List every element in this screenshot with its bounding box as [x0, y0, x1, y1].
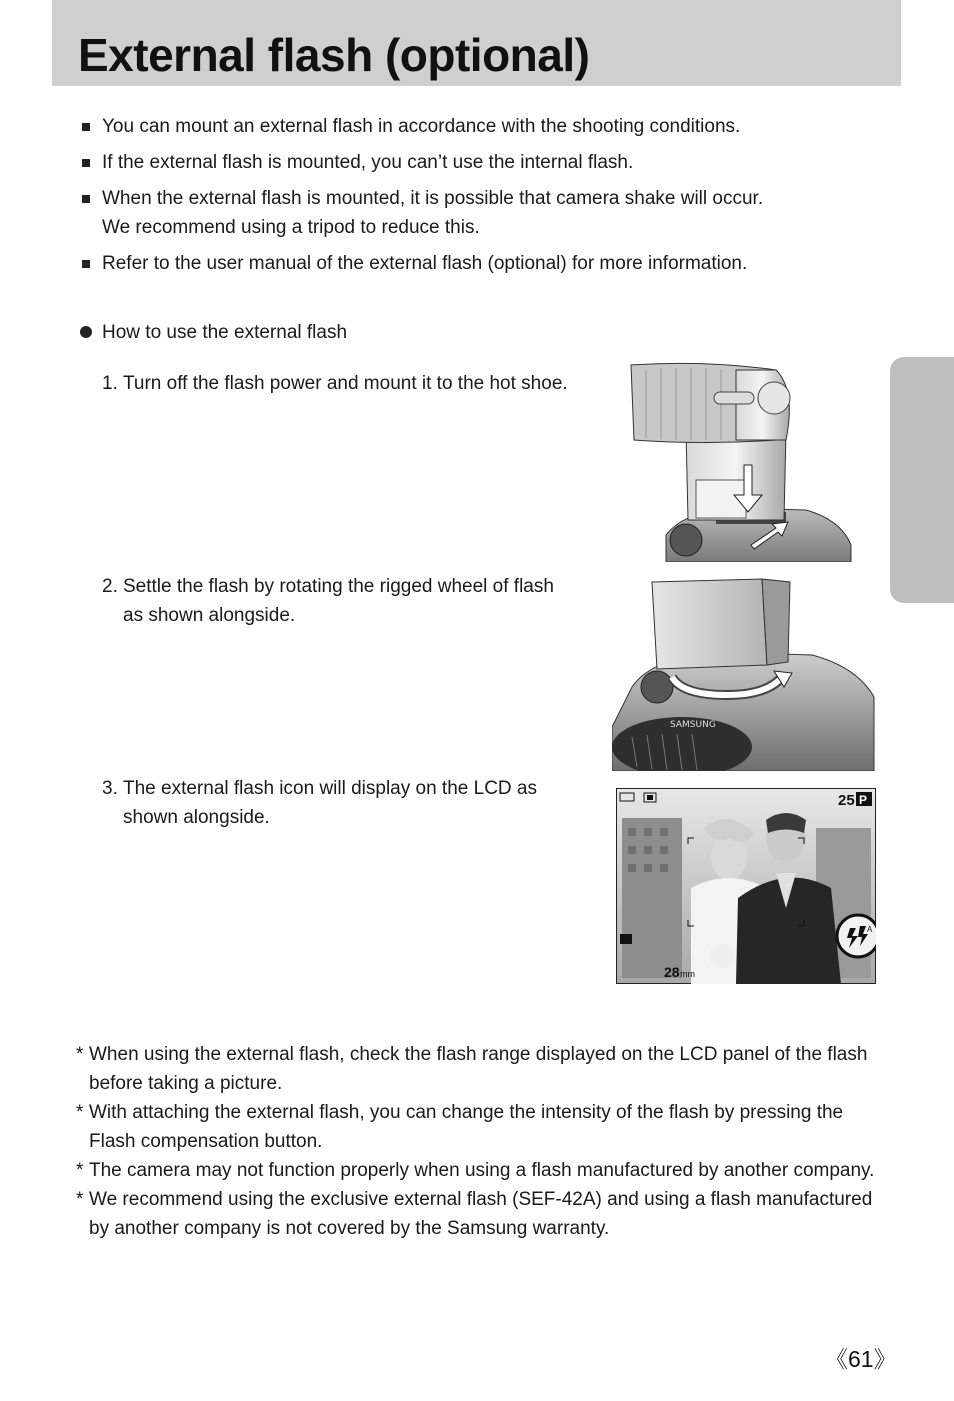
note-item	[76, 1185, 886, 1243]
lcd-zoom-value: 28	[664, 964, 680, 980]
note-item	[76, 1156, 886, 1185]
step-number: 2.	[102, 576, 118, 597]
step-text: Settle the flash by rotating the rigged wheel of flash as shown alongside.	[123, 576, 554, 626]
bullet-text: Refer to the user manual of the external flash (optional) for more information.	[102, 253, 748, 274]
page-number: 《61》	[825, 1346, 897, 1372]
camera-brand-label: SAMSUNG	[670, 720, 716, 730]
howto-heading	[80, 318, 347, 347]
asterisk-icon: *	[76, 1044, 84, 1065]
bullet-item	[80, 112, 880, 141]
step-text: Turn off the flash power and mount it to the hot shoe.	[123, 373, 568, 394]
lcd-zoom-unit: mm	[680, 969, 695, 979]
step-number: 1.	[102, 373, 118, 394]
lcd-shot-count: 25	[838, 792, 855, 809]
howto-label: How to use the external flash	[102, 322, 348, 343]
step-3	[102, 774, 542, 832]
step-text: The external flash icon will display on the LCD as shown alongside.	[123, 778, 537, 828]
bullet-text: If the external flash is mounted, you can’t use the internal flash.	[102, 152, 634, 173]
asterisk-icon: *	[76, 1102, 84, 1123]
step-2	[102, 572, 577, 630]
bullet-item	[80, 184, 880, 242]
external-flash-icon	[837, 915, 876, 957]
note-text: With attaching the external flash, you can change the intensity of the flash by pressing the Flash compensation button.	[89, 1102, 844, 1152]
flash-rotate-illustration	[612, 577, 878, 771]
flash-mount-illustration	[626, 360, 856, 562]
note-text: When using the external flash, check the flash range displayed on the LCD panel of the flash before taking a picture.	[89, 1044, 868, 1094]
page-title: External flash (optional)	[78, 29, 590, 81]
note-text: The camera may not function properly when using a flash manufactured by another company.	[89, 1160, 875, 1181]
square-bullet-icon	[82, 260, 90, 268]
notes-list	[76, 1040, 886, 1243]
lcd-mode-indicator: P	[859, 793, 868, 807]
note-text: We recommend using the exclusive external flash (SEF-42A) and using a flash manufactured by another company is not covered by the Samsung warranty.	[89, 1189, 873, 1239]
asterisk-icon: *	[76, 1189, 84, 1210]
bullet-list	[80, 112, 880, 285]
svg-text:A: A	[867, 925, 873, 934]
lcd-display-illustration	[616, 788, 876, 984]
square-bullet-icon	[82, 123, 90, 131]
bullet-text: You can mount an external flash in accordance with the shooting conditions.	[102, 116, 741, 137]
asterisk-icon: *	[76, 1160, 84, 1181]
square-bullet-icon	[82, 195, 90, 203]
round-bullet-icon	[80, 326, 92, 338]
bullet-text-line1: When the external flash is mounted, it is possible that camera shake will occur.	[102, 188, 764, 209]
step-1	[102, 369, 582, 398]
side-tab	[890, 357, 954, 603]
bullet-item	[80, 249, 880, 278]
note-item	[76, 1040, 886, 1098]
square-bullet-icon	[82, 159, 90, 167]
bullet-text-line2: We recommend using a tripod to reduce this.	[102, 217, 480, 238]
bullet-item	[80, 148, 880, 177]
step-number: 3.	[102, 778, 118, 799]
note-item	[76, 1098, 886, 1156]
